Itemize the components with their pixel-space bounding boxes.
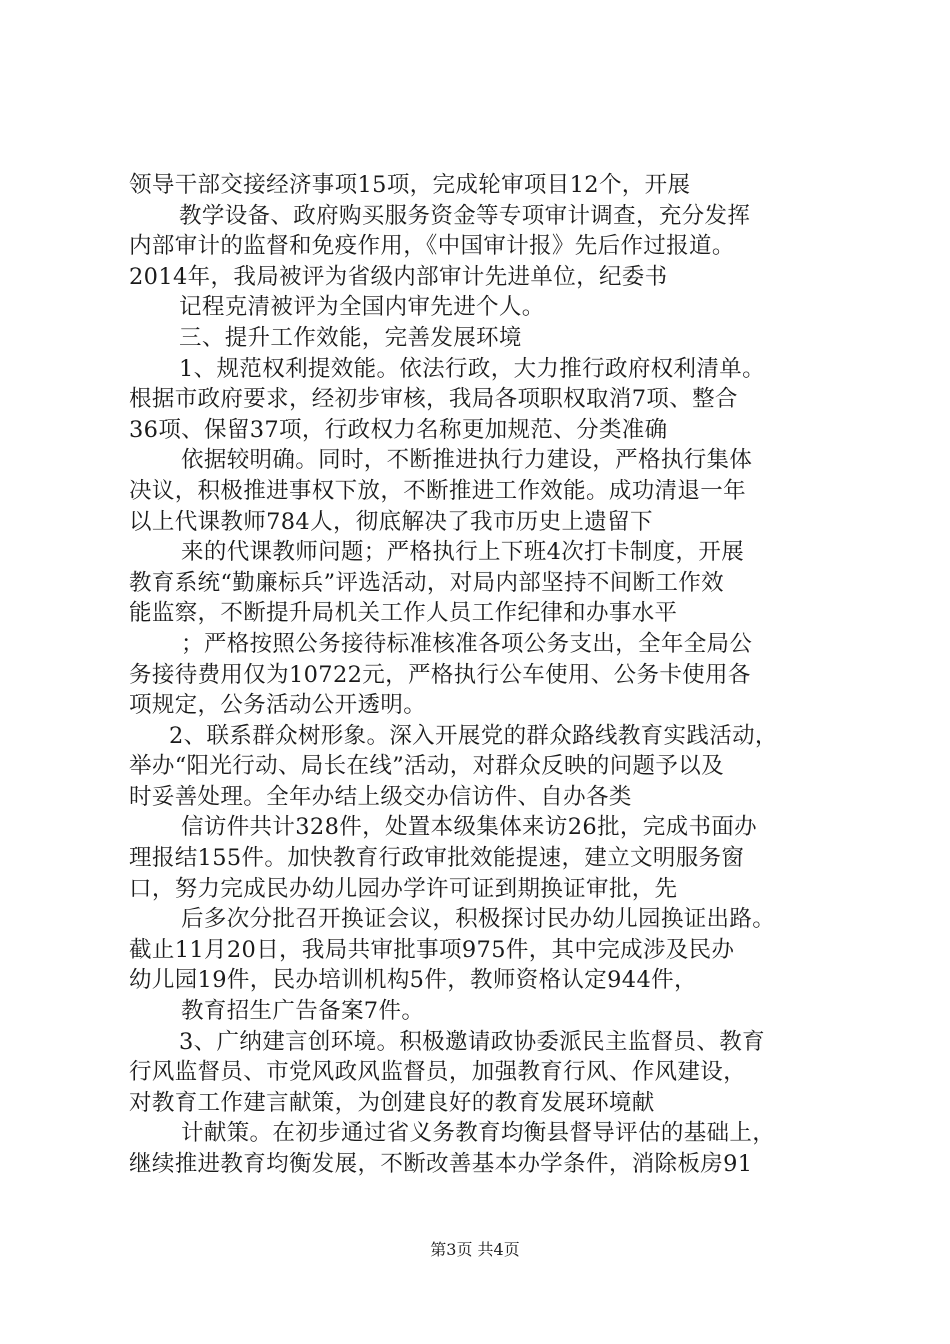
text-line: 项规定，公务活动公开透明。 xyxy=(129,692,427,719)
text-line: 计献策。在初步通过省义务教育均衡县督导评估的基础上， xyxy=(181,1120,776,1147)
text-line: 对教育工作建言献策，为创建良好的教育发展环境献 xyxy=(129,1089,655,1116)
text-line: 举办“阳光行动、局长在线”活动，对群众反映的问题予以及 xyxy=(129,753,724,780)
text-line: 记程克清被评为全国内审先进个人。 xyxy=(179,294,545,321)
text-line: 根据市政府要求，经初步审核，我局各项职权取消7项、整合 xyxy=(129,386,738,413)
text-line: 务接待费用仅为10722元，严格执行公车使用、公务卡使用各 xyxy=(129,661,751,688)
text-line: 1、规范权利提效能。依法行政，大力推行政府权利清单。 xyxy=(179,355,765,382)
text-line: 来的代课教师问题；严格执行上下班4次打卡制度，开展 xyxy=(181,539,745,566)
text-line: 教育招生广告备案7件。 xyxy=(181,998,425,1025)
text-line: 决议，积极推进事权下放，不断推进工作效能。成功清退一年 xyxy=(129,477,746,504)
text-line: 2、联系群众树形象。深入开展党的群众路线教育实践活动， xyxy=(169,722,778,749)
section-heading: 三、提升工作效能，完善发展环境 xyxy=(179,324,522,351)
text-line: 领导干部交接经济事项15项，完成轮审项目12个，开展 xyxy=(129,172,691,198)
text-line: 理报结155件。加快教育行政审批效能提速，建立文明服务窗 xyxy=(129,845,745,872)
text-line: 教育系统“勤廉标兵”评选活动，对局内部坚持不间断工作效 xyxy=(129,569,724,596)
text-line: 后多次分批召开换证会议，积极探讨民办幼儿园换证出路。 xyxy=(181,906,776,933)
text-line: 依据较明确。同时，不断推进执行力建设，严格执行集体 xyxy=(181,447,753,474)
text-line: 时妥善处理。全年办结上级交办信访件、自办各类 xyxy=(129,783,632,810)
text-line: 36项、保留37项，行政权力名称更加规范、分类准确 xyxy=(129,416,668,443)
text-line: 行风监督员、市党风政风监督员，加强教育行风、作风建设， xyxy=(129,1059,746,1086)
text-line: 内部审计的监督和免疫作用，《中国审计报》先后作过报道。 xyxy=(129,233,735,260)
text-line: 口，努力完成民办幼儿园办学许可证到期换证审批，先 xyxy=(129,875,678,902)
text-line: 3、广纳建言创环境。积极邀请政协委派民主监督员、教育 xyxy=(179,1028,765,1055)
page-number-footer: 第3页 共4页 xyxy=(430,1240,520,1259)
text-line: 继续推进教育均衡发展，不断改善基本办学条件，消除板房91 xyxy=(129,1151,753,1177)
text-line: 幼儿园19件，民办培训机构5件，教师资格认定944件， xyxy=(129,967,697,994)
text-line: 2014年，我局被评为省级内部审计先进单位，纪委书 xyxy=(129,263,668,290)
text-line: ；严格按照公务接待标准核准各项公务支出，全年全局公 xyxy=(181,630,753,657)
text-line: 教学设备、政府购买服务资金等专项审计调查，充分发挥 xyxy=(179,202,751,229)
text-line: 截止11月20日，我局共审批事项975件，其中完成涉及民办 xyxy=(129,936,735,963)
text-line: 以上代课教师784人，彻底解决了我市历史上遗留下 xyxy=(129,508,653,535)
document-body xyxy=(129,170,869,1180)
text-line: 信访件共计328件，处置本级集体来访26批，完成书面办 xyxy=(181,814,758,841)
text-line: 能监察，不断提升局机关工作人员工作纪律和办事水平 xyxy=(129,600,678,627)
